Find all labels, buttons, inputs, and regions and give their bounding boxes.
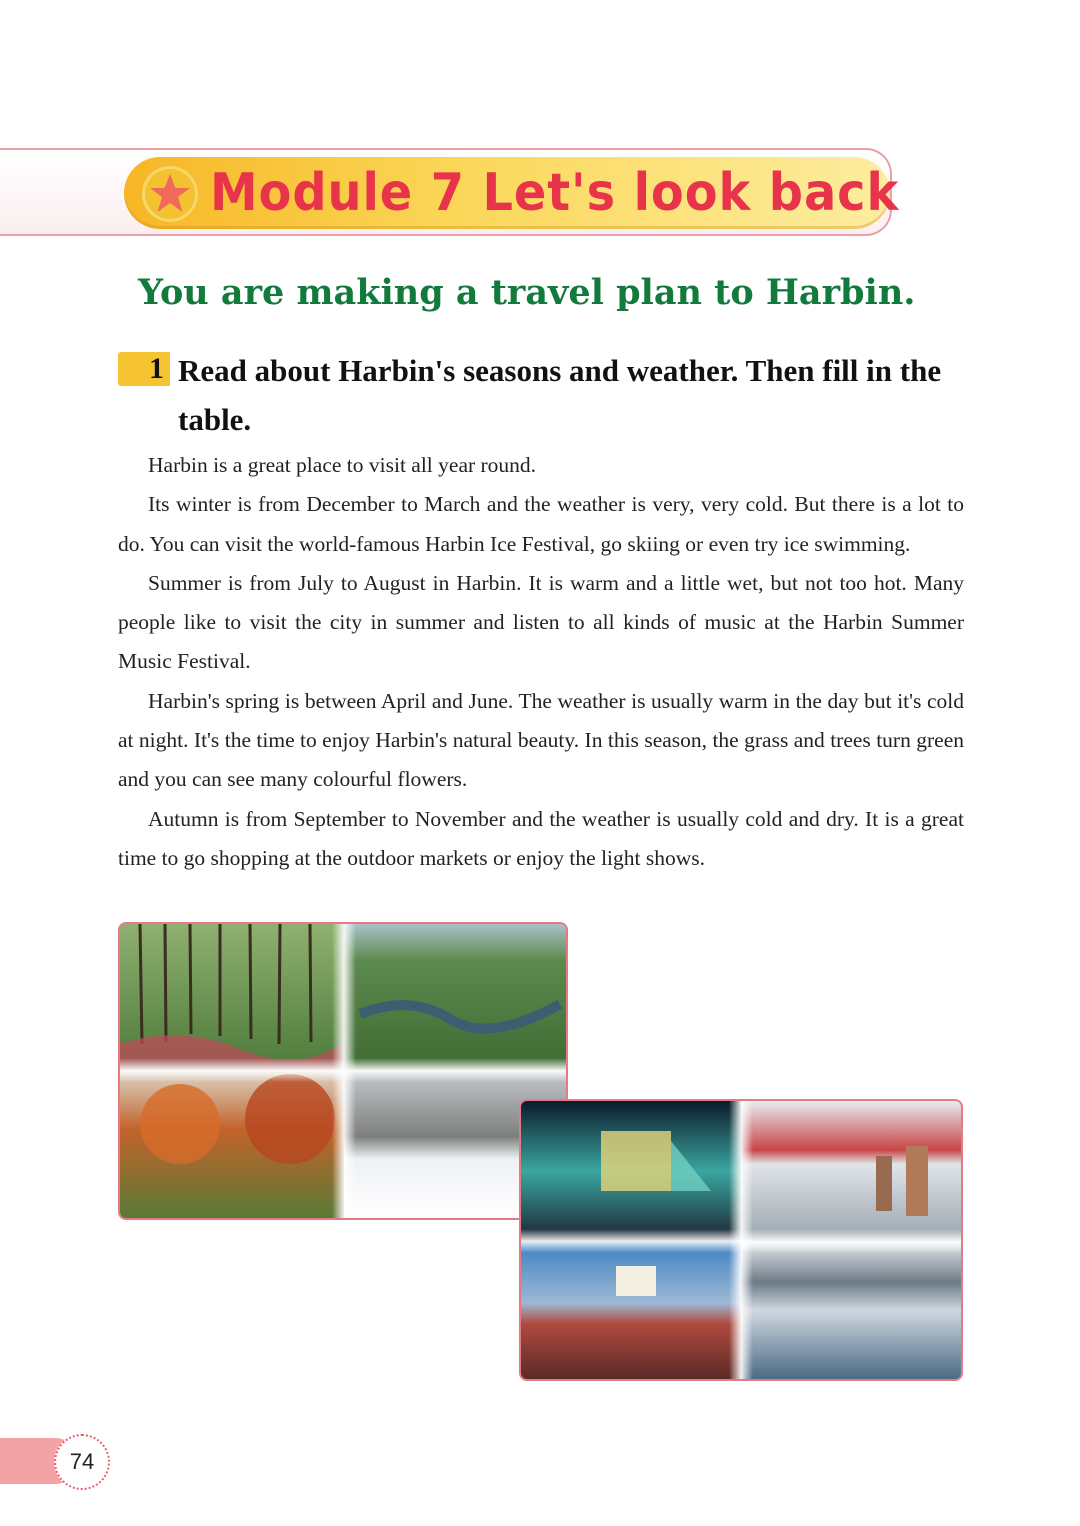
star-icon [142, 166, 198, 222]
passage-paragraph: Harbin is a great place to visit all year round. [148, 453, 537, 477]
task-instruction: Read about Harbin's seasons and weather. Then fill in the table. [178, 353, 942, 437]
passage-paragraph: Harbin's spring is between April and June. The weather is usually warm in the day but it's cold at night. It's the time to enjoy Harbin's natural beauty. In this season, the grass and trees turn green and you can see many colourful flowers. [118, 688, 964, 792]
page-subtitle: You are making a travel plan to Harbin. [138, 272, 916, 313]
passage-paragraph: Autumn is from September to November and the weather is usually cold and dry. It is a great time to go shopping at the outdoor markets or enjoy the light shows. [118, 806, 964, 870]
task-number: 1 [118, 352, 170, 386]
seasons-photo-collage [118, 922, 568, 1220]
page-number: 74 [69, 1449, 95, 1474]
reading-passage [118, 446, 964, 878]
festivals-photo-collage [519, 1099, 963, 1381]
passage-paragraph: Its winter is from December to March and the weather is very, very cold. But there is a lot to do. You can visit the world-famous Harbin Ice Festival, go skiing or even try ice swimming. [118, 492, 964, 556]
module-title: Module 7 Let's look back [210, 163, 900, 223]
passage-paragraph: Summer is from July to August in Harbin. It is warm and a little wet, but not too hot. Many people like to visit the city in summer and listen to all kinds of music at the Harbin Summer Music Festival. [118, 570, 964, 674]
